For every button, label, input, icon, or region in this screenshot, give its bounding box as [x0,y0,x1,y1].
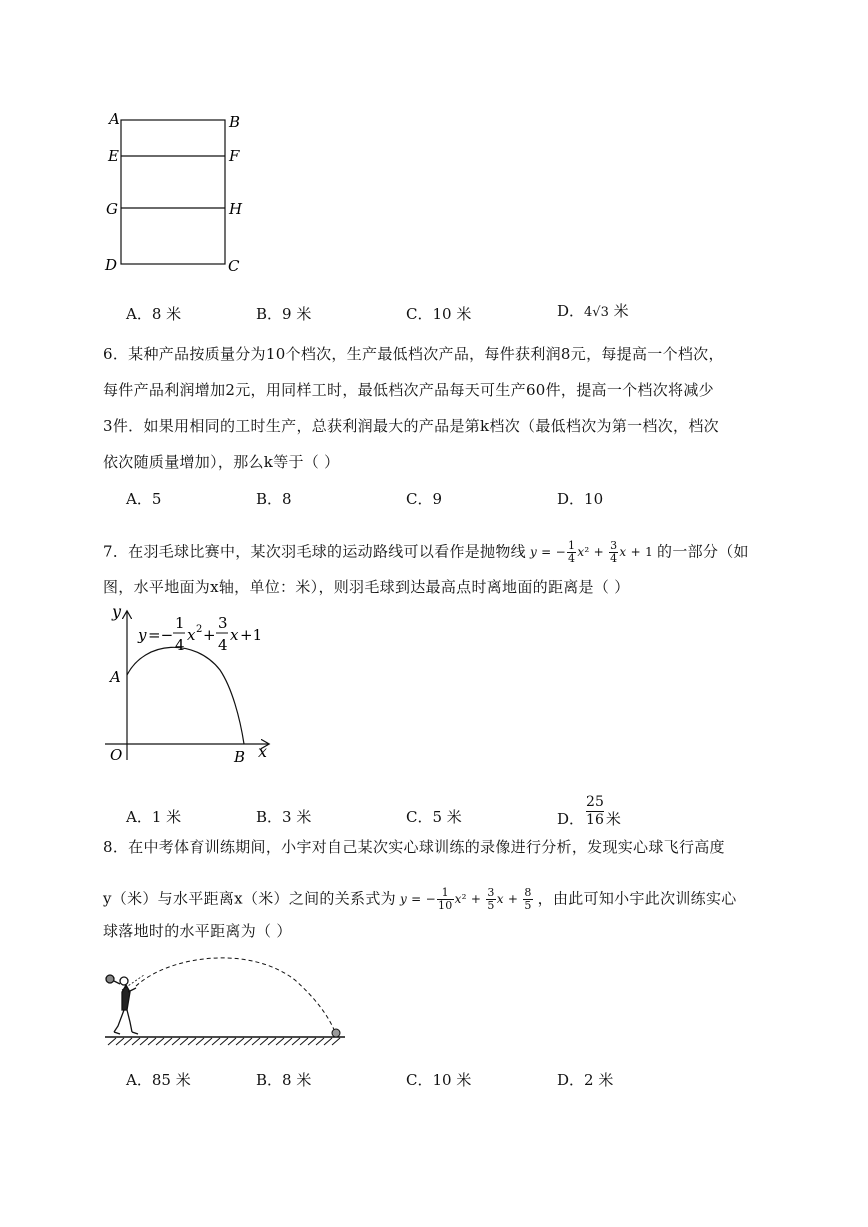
q7-line-1 [103,540,749,565]
ground-hatching [108,1038,340,1045]
q8-line-2-text-b: ，由此可知小宇此次训练实心 [537,889,737,908]
q5-option-b[interactable]: B．9 米 [256,305,312,323]
label-d: D [105,256,118,274]
q6-line-4: 依次随质量增加），那么k等于（ ） [103,453,340,471]
svg-text:1: 1 [175,614,185,632]
label-x: x [258,742,268,761]
q7-d-denominator: 16 [586,812,604,828]
label-g: G [106,200,118,218]
q8-line-3: 球落地时的水平距离为（ ） [103,922,292,940]
q8-inline-formula: y = − $\frac{1}{10}$ x² + $\frac{3}{5}$ x + $\frac{8}{5}$ [399,886,532,912]
label-e: E [108,147,119,165]
q7-line-2: 图，水平地面为x轴，单位：米），则羽毛球到达最高点时离地面的距离是（ ） [103,578,630,596]
q6-option-b[interactable]: B．8 [256,490,292,508]
q7-option-d-unit: 米 [605,810,621,828]
label-point-b: B [234,748,246,766]
q7-line-1-text-a: 7．在羽毛球比赛中，某次羽毛球的运动路线可以看作是抛物线 [103,542,526,561]
q7-option-d-fraction [586,794,604,829]
q8-option-c[interactable]: C．10 米 [406,1071,472,1089]
q5-option-a[interactable]: A．8 米 [126,305,182,323]
q5-option-c[interactable]: C．10 米 [406,305,472,323]
q8-option-b[interactable]: B．8 米 [256,1071,312,1089]
label-y: y [112,602,122,621]
rectangle-figure [100,108,260,283]
label-f: F [229,147,240,165]
q6-option-c[interactable]: C．9 [406,490,443,508]
svg-text:=−: =− [148,626,174,644]
q5-option-d-prefix: D． [557,302,585,320]
rect-abcd [121,120,225,264]
svg-text:2: 2 [196,624,203,635]
label-c: C [228,257,240,275]
q6-line-1: 6．某种产品按质量分为10个档次，生产最低档次产品，每件获利润8元，每提高一个档次， [103,345,724,363]
svg-text:y: y [138,626,147,644]
label-point-a: A [110,668,121,686]
svg-text:+: + [203,626,216,644]
q8-option-d[interactable]: D．2 米 [557,1071,614,1089]
svg-text:4: 4 [175,636,185,654]
q7-option-c[interactable]: C．5 米 [406,808,462,826]
label-h: H [229,200,243,218]
q5-option-d[interactable] [557,300,629,321]
q5-option-d-value: 4√3 [584,305,609,320]
label-b: B [229,113,241,131]
q7-option-d[interactable] [557,786,621,829]
q8-option-a[interactable]: A．85 米 [126,1071,191,1089]
shot-ball [332,1029,340,1037]
shot-put-illustration [100,950,350,1050]
q6-option-a[interactable]: A．5 [126,490,162,508]
label-a: A [109,110,120,128]
q7-option-a[interactable]: A．1 米 [126,808,182,826]
parabola-curve [127,647,244,744]
svg-text:+1: +1 [240,626,263,644]
q7-d-numerator: 25 [586,794,604,810]
svg-text:x: x [230,626,239,644]
parabola-graph [100,600,280,770]
athlete-figure [106,975,138,1034]
q5-option-d-unit: 米 [613,302,629,320]
q8-line-2-text-a: y（米）与水平距离x（米）之间的关系式为 [103,889,396,908]
svg-text:4: 4 [218,636,228,654]
q7-option-b[interactable]: B．3 米 [256,808,312,826]
q6-option-d[interactable]: D．10 [557,490,604,508]
q8-line-2 [103,887,737,912]
q6-line-3: 3件．如果用相同的工时生产，总获利润最大的产品是第k档次（最低档次为第一档次，档次 [103,417,719,435]
label-origin: O [110,746,123,764]
q7-line-1-text-b: 的一部分（如 [657,542,749,561]
graph-formula [137,614,262,654]
ball-trajectory [136,958,335,1032]
q8-line-1: 8．在中考体育训练期间，小宇对自己某次实心球训练的录像进行分析，发现实心球飞行高度 [103,838,725,856]
q6-line-2: 每件产品利润增加2元，用同样工时，最低档次产品每天可生产60件，提高一个档次将减少 [103,381,714,399]
q7-inline-formula: y = − $\frac{1}{4}$ x² + $\frac{3}{4}$ x + 1 [529,539,654,565]
svg-text:3: 3 [218,614,228,632]
q7-option-d-prefix: D． [557,810,585,828]
svg-text:x: x [187,626,196,644]
